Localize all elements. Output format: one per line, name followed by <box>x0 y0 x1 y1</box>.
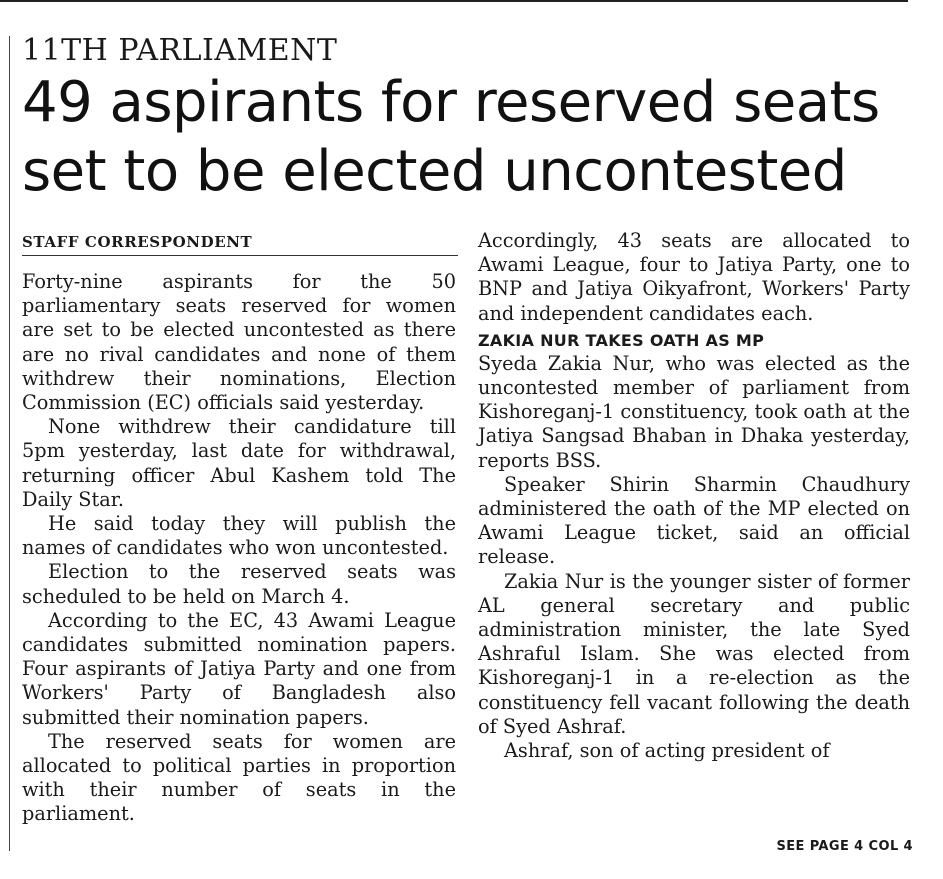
headline: 49 aspirants for reserved seats set to be elected uncontested <box>22 70 880 204</box>
left-column <box>22 270 456 827</box>
paragraph: Accordingly, 43 seats are allocated to Awami League, four to Jatiya Party, one to BNP and Jatiya Oikyafront, Workers' Party and independent candidates each. <box>478 229 910 325</box>
paragraph: Syeda Zakia Nur, who was elected as the uncontested member of parliament from Kishoreganj-1 constituency, took oath at the Jatiya Sangsad Bhaban in Dhaka yesterday, reports BSS. <box>478 351 910 472</box>
paragraph: None withdrew their candidature till 5pm yesterday, last date for withdrawal, returning officer Abul Kashem told The Daily Star. <box>22 415 456 511</box>
paragraph: He said today they will publish the names of candidates who won uncontested. <box>22 512 456 560</box>
paragraph: Zakia Nur is the younger sister of former AL general secretary and public administration minister, the late Syed Ashraful Islam. She was elected from Kishoreganj-1 in a re-election as the constituency fell vacant following the death of Syed Ashraf. <box>478 569 910 738</box>
paragraph: Forty-nine aspirants for the 50 parliamentary seats reserved for women are set to be elected uncontested as there are no rival candidates and none of them withdrew their nominations, Election Commission (EC) officials said yesterday. <box>22 270 456 415</box>
paragraph: Speaker Shirin Sharmin Chaudhury administered the oath of the MP elected on Awami League ticket, said an official release. <box>478 472 910 569</box>
paragraph: The reserved seats for women are allocated to political parties in proportion with their number of seats in the parliament. <box>22 729 456 826</box>
jump-line: SEE PAGE 4 COL 4 <box>776 839 913 854</box>
right-column <box>478 229 910 763</box>
left-column-rule <box>9 36 10 851</box>
paragraph: Ashraf, son of acting president of <box>504 739 830 763</box>
paragraph: According to the EC, 43 Awami League candidates submitted nomination papers. Four aspirants of Jatiya Party and one from Workers' Party of Bangladesh also submitted their nomination papers. <box>22 608 456 729</box>
top-rule <box>0 0 908 2</box>
kicker: 11TH PARLIAMENT <box>22 33 338 68</box>
paragraph: Election to the reserved seats was scheduled to be held on March 4. <box>22 560 456 608</box>
subhead: ZAKIA NUR TAKES OATH AS MP <box>478 330 765 350</box>
byline: STAFF CORRESPONDENT <box>22 232 458 256</box>
